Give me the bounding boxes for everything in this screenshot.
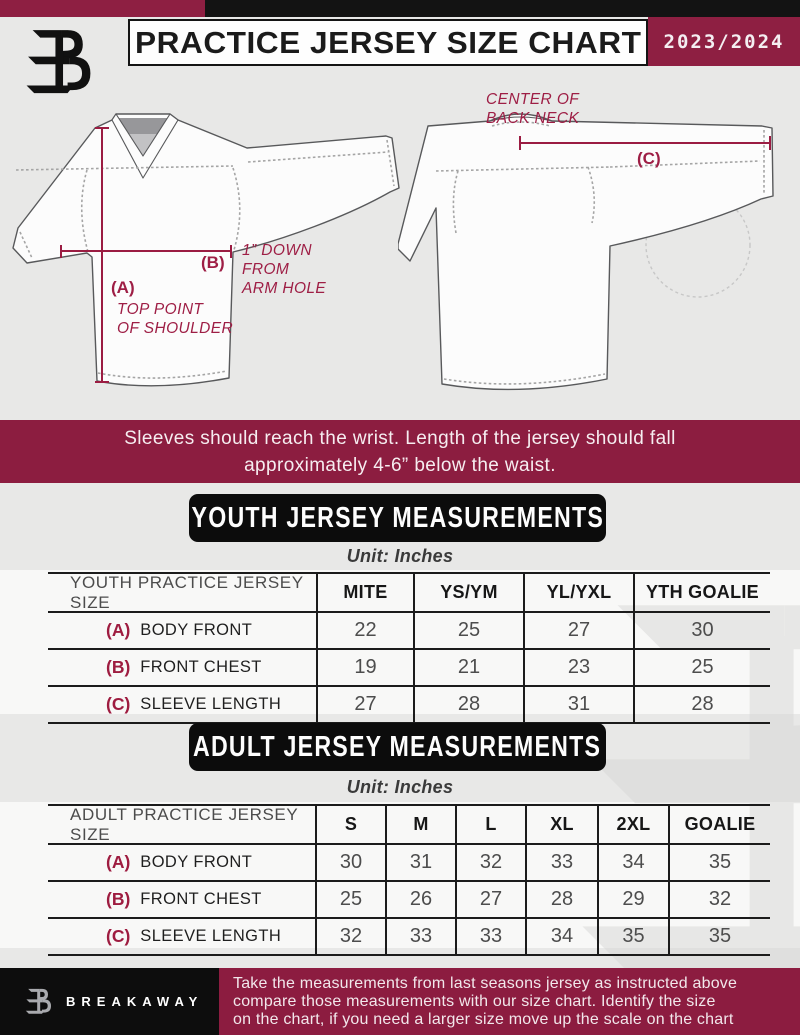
label-c-note-line2: BACK NECK <box>486 110 580 127</box>
row-key: (A) <box>106 852 131 872</box>
cell-value: 32 <box>315 919 385 954</box>
cell-value: 28 <box>525 882 597 917</box>
season-badge <box>648 17 800 66</box>
youth-col-goalie: YTH GOALIE <box>633 574 770 611</box>
cell-value: 25 <box>315 882 385 917</box>
adult-col-xl: XL <box>525 806 597 843</box>
cell-value: 33 <box>385 919 455 954</box>
label-c-note <box>486 90 579 128</box>
cell-value: 31 <box>385 845 455 880</box>
measure-line-c-cap-right <box>769 136 771 150</box>
row-label: SLEEVE LENGTH <box>140 695 282 713</box>
table-row <box>48 882 770 919</box>
brand-name: BREAKAWAY <box>66 994 204 1009</box>
table-row <box>48 650 770 687</box>
adult-col-s: S <box>315 806 385 843</box>
cell-value: 33 <box>455 919 525 954</box>
row-key: (C) <box>106 926 131 946</box>
page-title-box <box>128 19 648 66</box>
adult-table-header-row <box>48 804 770 845</box>
row-label: FRONT CHEST <box>140 890 262 908</box>
cell-value: 32 <box>668 882 770 917</box>
cell-value: 26 <box>385 882 455 917</box>
row-key: (C) <box>106 694 131 714</box>
cell-value: 35 <box>597 919 668 954</box>
cell-value: 22 <box>316 613 413 648</box>
adult-section-title: ADULT JERSEY MEASUREMENTS <box>193 730 602 763</box>
footer-note-line2: compare those measurements with our size chart. Identify the size <box>233 993 716 1010</box>
label-b: (B) <box>201 253 225 272</box>
cell-value: 33 <box>525 845 597 880</box>
row-key: (B) <box>106 657 131 677</box>
adult-size-table <box>48 804 770 956</box>
label-a-note-line2: OF SHOULDER <box>117 320 234 337</box>
cell-value: 34 <box>525 919 597 954</box>
row-label: FRONT CHEST <box>140 658 262 676</box>
label-a: (A) <box>111 278 135 297</box>
youth-table-title-cell: YOUTH PRACTICE JERSEY SIZE <box>70 572 304 612</box>
row-label: BODY FRONT <box>140 621 253 639</box>
cell-value: 21 <box>413 650 523 685</box>
cell-value: 30 <box>315 845 385 880</box>
measure-line-b <box>61 250 232 252</box>
youth-row-c-label <box>48 687 316 722</box>
footer-brand-block <box>0 968 219 1035</box>
youth-row-a-label <box>48 613 316 648</box>
breakaway-b-logo-icon <box>22 20 98 104</box>
top-strip-maroon <box>0 0 205 17</box>
cell-value: 27 <box>455 882 525 917</box>
season-label: 2023/2024 <box>663 30 785 53</box>
label-b-note-line3: ARM HOLE <box>242 280 327 297</box>
row-key: (A) <box>106 620 131 640</box>
label-a-note-line1: TOP POINT <box>117 301 204 318</box>
footer-note <box>219 968 800 1035</box>
label-b-note-line2: FROM <box>242 261 290 278</box>
row-label: SLEEVE LENGTH <box>140 927 282 945</box>
back-jersey-illustration <box>398 103 792 403</box>
youth-col-ylyxl: YL/YXL <box>523 574 633 611</box>
cell-value: 32 <box>455 845 525 880</box>
cell-value: 27 <box>316 687 413 722</box>
adult-col-goalie: GOALIE <box>668 806 770 843</box>
youth-section-title: YOUTH JERSEY MEASUREMENTS <box>191 501 604 534</box>
cell-value: 25 <box>633 650 770 685</box>
youth-section-title-pill <box>189 494 606 542</box>
banner-line2: approximately 4-6” below the waist. <box>244 455 556 476</box>
adult-col-m: M <box>385 806 455 843</box>
page-title: PRACTICE JERSEY SIZE CHART <box>134 24 642 60</box>
measure-line-c <box>520 142 771 144</box>
row-key: (B) <box>106 889 131 909</box>
cell-value: 35 <box>668 919 770 954</box>
measure-line-b-cap-left <box>60 245 62 258</box>
adult-table-title-cell: ADULT PRACTICE JERSEY SIZE <box>70 804 298 844</box>
cell-value: 34 <box>597 845 668 880</box>
youth-unit-label: Unit: Inches <box>346 546 454 566</box>
cell-value: 19 <box>316 650 413 685</box>
instruction-banner <box>0 420 800 483</box>
youth-size-table <box>48 572 770 724</box>
cell-value: 27 <box>523 613 633 648</box>
table-row <box>48 687 770 724</box>
cell-value: 29 <box>597 882 668 917</box>
label-b-note-line1: 1” DOWN <box>242 242 312 259</box>
cell-value: 25 <box>413 613 523 648</box>
footer-note-line1: Take the measurements from last seasons jersey as instructed above <box>233 975 738 992</box>
measure-line-c-cap-left <box>519 136 521 150</box>
cell-value: 35 <box>668 845 770 880</box>
youth-col-ysym: YS/YM <box>413 574 523 611</box>
breakaway-b-logo-small-icon <box>24 985 54 1018</box>
adult-row-a-label <box>48 845 315 880</box>
adult-col-l: L <box>455 806 525 843</box>
cell-value: 30 <box>633 613 770 648</box>
adult-unit-label: Unit: Inches <box>346 777 454 797</box>
youth-col-mite: MITE <box>316 574 413 611</box>
youth-table-header-row <box>48 572 770 613</box>
top-strip-black <box>205 0 800 17</box>
label-c-note-line1: CENTER OF <box>486 91 580 108</box>
youth-row-b-label <box>48 650 316 685</box>
measure-line-b-cap-right <box>230 245 232 258</box>
cell-value: 31 <box>523 687 633 722</box>
footer-note-line3: on the chart, if you need a larger size move up the scale on the chart <box>233 1011 734 1028</box>
measure-line-a-cap-bottom <box>95 381 109 383</box>
cell-value: 23 <box>523 650 633 685</box>
table-row <box>48 613 770 650</box>
measure-line-a <box>101 128 103 383</box>
table-row <box>48 845 770 882</box>
cell-value: 28 <box>413 687 523 722</box>
adult-row-b-label <box>48 882 315 917</box>
measure-line-a-cap-top <box>95 127 109 129</box>
adult-col-2xl: 2XL <box>597 806 668 843</box>
label-c: (C) <box>637 149 661 168</box>
adult-section-title-pill <box>189 723 606 771</box>
cell-value: 28 <box>633 687 770 722</box>
row-label: BODY FRONT <box>140 853 253 871</box>
adult-row-c-label <box>48 919 315 954</box>
banner-line1: Sleeves should reach the wrist. Length of the jersey should fall <box>124 428 676 449</box>
label-b-note <box>242 241 326 298</box>
table-row <box>48 919 770 956</box>
label-a-note <box>117 300 233 338</box>
